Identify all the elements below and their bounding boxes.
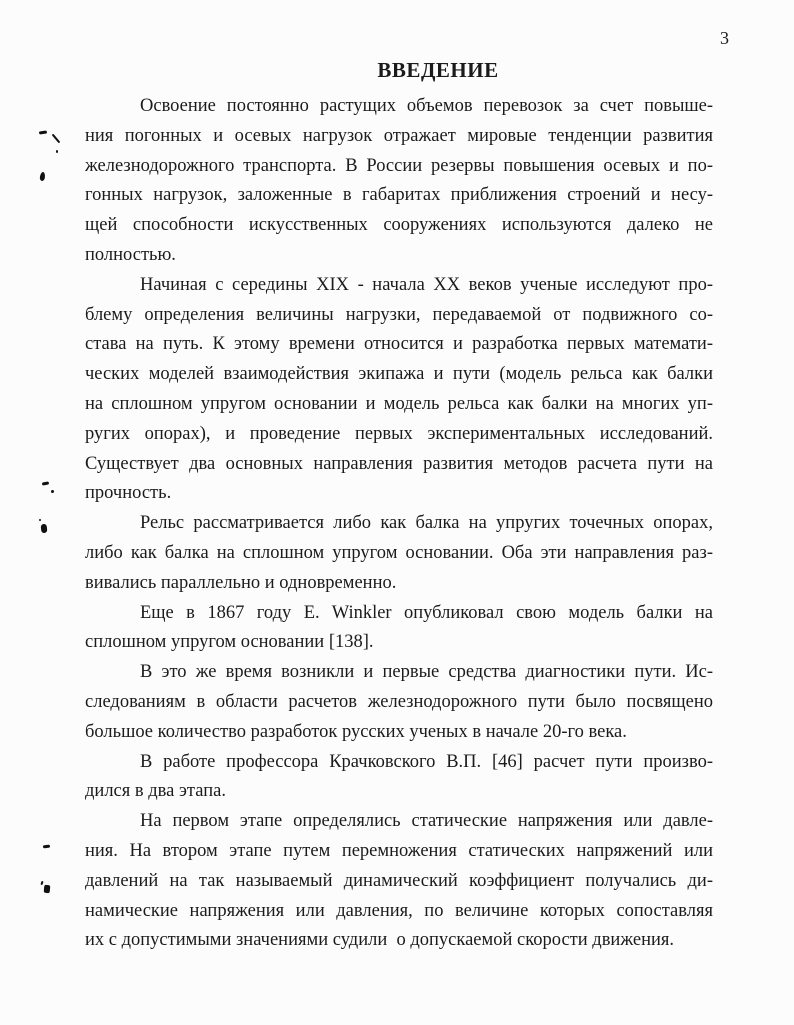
text-line: Существует два основных направления развития методов расчета пути на — [85, 453, 713, 474]
text-line: гонных нагрузок, заложенные в габаритах приближения строений и несу- — [85, 185, 713, 206]
ink-mark — [39, 172, 45, 182]
ink-mark — [39, 519, 41, 521]
text-line: ческих моделей взаимодействия экипажа и пути (модель рельса как балки — [85, 364, 713, 385]
text-line: дился в два этапа. — [85, 781, 226, 802]
text-line: давлений на так называемый динамический коэффициент получались ди- — [85, 870, 713, 891]
text-line: большое количество разработок русских ученых в начале 20-го века. — [85, 721, 627, 742]
text-line: намические напряжения или давления, по величине которых сопоставляя — [85, 900, 713, 921]
text-line: на сплошном упругом основании и модель рельса как балки на многих уп- — [85, 393, 713, 414]
ink-mark — [43, 845, 50, 849]
text-line: сплошном упругом основании [138]. — [85, 632, 374, 653]
text-line: В работе профессора Крачковского В.П. [46] расчет пути произво- — [140, 751, 713, 772]
paragraph — [85, 92, 713, 271]
text-line: блему определения величины нагрузки, передаваемой от подвижного со- — [85, 304, 713, 325]
ink-mark — [40, 881, 43, 885]
text-line: В это же время возникли и первые средства диагностики пути. Ис- — [140, 662, 713, 683]
page-content — [85, 56, 713, 956]
text-line: вивались параллельно и одновременно. — [85, 572, 397, 593]
text-line: либо как балка на сплошном упругом основании. Оба эти направления раз- — [85, 542, 713, 563]
ink-mark — [51, 490, 54, 493]
text-line: следованиям в области расчетов железнодорожного пути было посвящено — [85, 691, 713, 712]
text-line: их с допустимыми значениями судили о допускаемой скорости движения. — [85, 930, 675, 951]
text-line: прочность. — [85, 483, 172, 504]
text-line: Еще в 1867 году E. Winkler опубликовал свою модель балки на — [140, 602, 713, 623]
paragraph — [85, 807, 713, 956]
text-line: ния погонных и осевых нагрузок отражает мировые тенденции развития — [85, 125, 713, 146]
text-line: става на путь. К этому времени относится и разработка первых математи- — [85, 334, 713, 355]
ink-mark — [41, 524, 48, 534]
page-number: 3 — [720, 28, 729, 48]
text-line: Рельс рассматривается либо как балка на упругих точечных опорах, — [140, 513, 713, 534]
document-title: ВВЕДЕНИЕ — [377, 58, 499, 82]
text-line: железнодорожного транспорта. В России резервы повышения осевых и по- — [85, 155, 713, 176]
paragraph — [85, 271, 713, 509]
text-line: ния. На втором этапе путем перемножения статических напряжений или — [85, 840, 713, 861]
document-body — [85, 92, 713, 956]
ink-mark — [42, 481, 49, 485]
text-line: щей способности искусственных сооружениях используются далеко не — [85, 215, 713, 236]
text-line: ругих опорах), и проведение первых экспериментальных исследований. — [85, 423, 713, 444]
text-line: Освоение постоянно растущих объемов перевозок за счет повыше- — [140, 96, 713, 116]
ink-mark — [39, 130, 47, 134]
text-line: полностью. — [85, 244, 176, 265]
paragraph — [85, 748, 713, 808]
text-line: На первом этапе определялись статические напряжения или давле- — [140, 811, 713, 832]
text-line: Начиная с середины XIX - начала XX веков ученые исследуют про- — [140, 274, 713, 295]
paragraph — [85, 658, 713, 747]
paragraph — [85, 509, 713, 598]
ink-mark — [56, 150, 58, 153]
paragraph — [85, 599, 713, 659]
ink-mark — [44, 885, 51, 893]
ink-mark — [52, 134, 61, 144]
